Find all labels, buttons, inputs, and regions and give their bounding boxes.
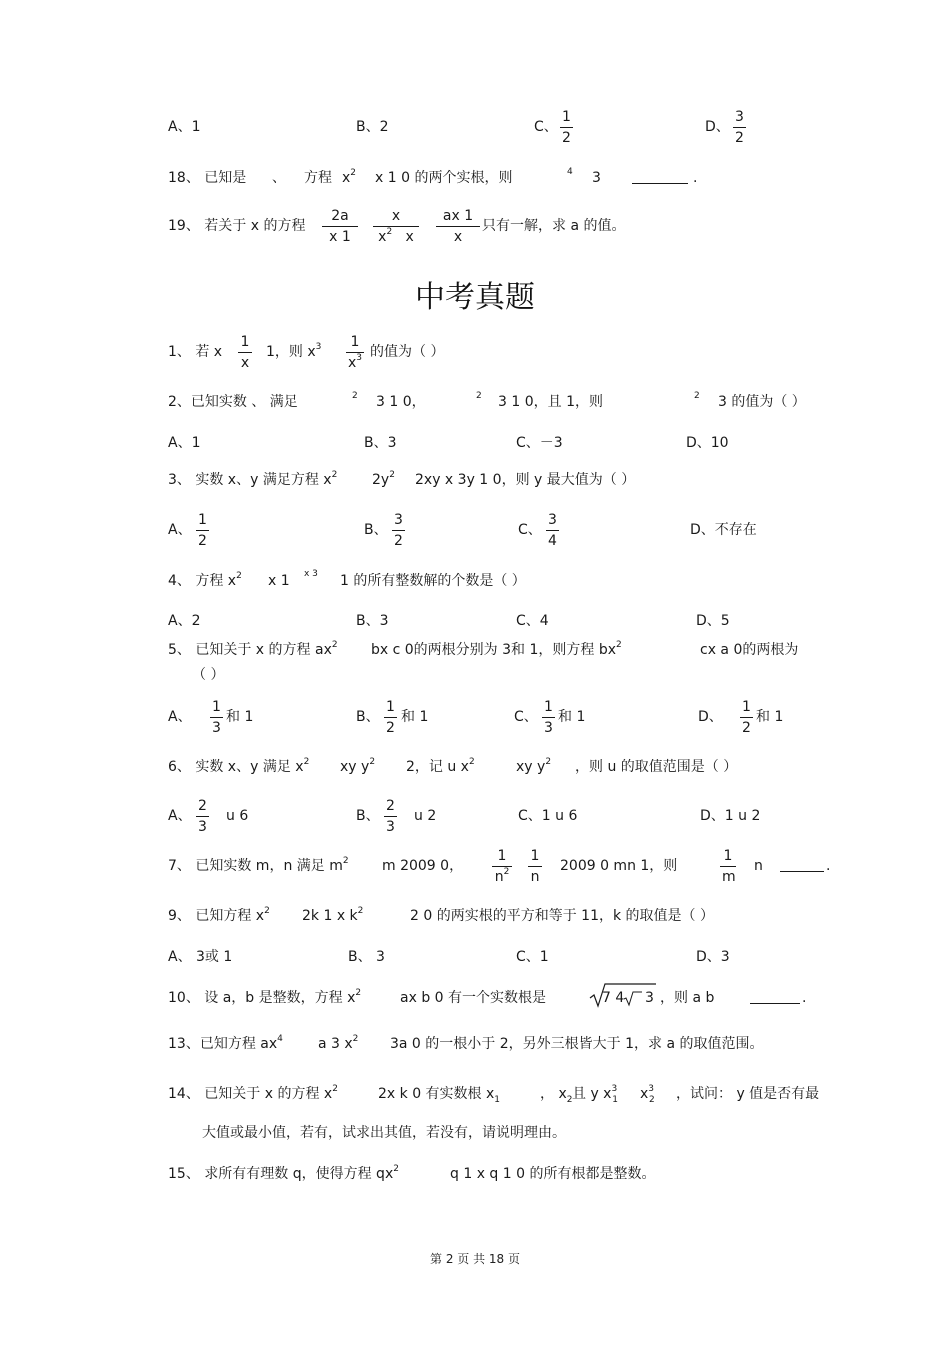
q7-prefix: 7、 已知实数 m，n 满足 $m^2$ [168,856,349,874]
q3-option-a-fraction: 1 2 [198,512,207,549]
q6-prefix: 6、 实数 x、y 满足 $x^2$ [168,757,310,775]
q6-option-a-tail: u 6 [226,808,249,824]
q5-option-d: D、 [698,709,723,725]
q2-sup-2: 2 [476,391,482,401]
q7-part-1: m 2009 0， [382,858,464,874]
q6-part-1: xy $y^2$ [340,757,376,775]
q1-mid: 1，则 $x^3$ [266,342,322,360]
q1-suffix: 的值为（ ） [370,344,445,360]
q7-end: . [826,858,831,874]
q3-option-b: B、 [364,522,388,538]
q2-part-1: 3 1 0， [376,394,426,410]
q6-option-a-fraction: 2 3 [198,798,207,835]
q6-part-2: 2，记 u $x^2$ [406,757,475,775]
section-title: 中考真题 [415,280,535,315]
q19-prefix: 19、 若关于 x 的方程 [168,218,306,234]
q5-option-a: A、 [168,709,192,725]
q9-option-b: B、 3 [348,949,385,965]
q9-prefix: 9、 已知方程 $x^2$ [168,906,270,924]
q2-option-a: A、1 [168,435,201,451]
q7-answer-blank [780,871,824,872]
q19-suffix: 只有一解，求 a 的值。 [482,218,626,234]
q7-fraction-1: 1 $n^2$ [492,848,512,887]
q5-option-b-fraction: 1 2 [386,699,395,736]
q5-line-2: （ ） [192,667,225,683]
q3-part-2: 2xy x 3y 1 0，则 y 最大值为（ ） [415,472,636,488]
q9-part-2: 2 0 的两实根的平方和等于 11，k 的取值是（ ） [410,908,714,924]
q4-part-1: x 1 [268,573,290,589]
q6-option-a: A、 [168,808,192,824]
q14-part-3: 且 y $x^3_1$ [572,1084,618,1105]
q3-option-a: A、 [168,522,192,538]
q17-option-b: B、2 [356,119,389,135]
q14-part-4: $x^3_2$ [640,1084,655,1105]
q1-prefix: 1、 若 x [168,344,223,360]
q3-option-b-fraction: 3 2 [394,512,403,549]
q14-part-5: ，试问： y 值是否有最 [676,1086,820,1102]
q17-option-c-fraction: 1 2 [562,109,571,146]
q7-fraction-3: 1 m [722,848,736,885]
q5-part-2: cx a 0的两根为 [700,642,799,658]
q10-end: . [802,990,807,1006]
q10-radicand: 7 4 [602,990,625,1006]
page-footer: 第 2 页 共 18 页 [430,1252,520,1266]
q10-answer-blank [750,1003,800,1004]
q18-var: $x^2$ [342,168,357,186]
q17-option-c: C、 [534,119,558,135]
q5-option-a-fraction: 1 3 [212,699,221,736]
q5-option-b: B、 [356,709,380,725]
q18-sup4: 4 [567,167,573,177]
q4-option-b: B、3 [356,613,389,629]
q2-option-c: C、－3 [516,435,563,451]
q6-option-d: D、1 u 2 [700,808,761,824]
q2-prefix: 2、已知实数 、 满足 [168,394,298,410]
q14-part-2: ， $x_2$ [540,1086,573,1105]
q3-option-c-fraction: 3 4 [548,512,557,549]
q17-option-d-fraction: 3 2 [735,109,744,146]
q2-part-3: 3 的值为（ ） [718,394,806,410]
q7-fraction-2: 1 n [528,848,542,885]
q7-part-3: n [754,858,763,874]
q5-option-c-tail: 和 1 [558,709,586,725]
q6-option-c: C、1 u 6 [518,808,578,824]
q18-answer-blank [632,183,688,184]
q5-part-1: bx c 0的两根分别为 3和 1，则方程 $bx^2$ [371,640,622,658]
q17-option-d: D、 [705,119,730,135]
q19-fraction-2: x $x^2$ x [373,208,419,247]
q13-part-1: a 3 $x^2$ [318,1034,359,1052]
q6-option-b: B、 [356,808,380,824]
q1-fraction-2: 1 $x^3$ [348,334,363,371]
q2-option-d: D、10 [686,435,729,451]
q13-prefix: 13、已知方程 $ax^4$ [168,1034,283,1052]
q6-option-b-tail: u 2 [414,808,437,824]
q19-fraction-3: ax 1 x [436,208,480,245]
q5-option-b-tail: 和 1 [401,709,429,725]
q1-fraction-1: 1 x [238,334,252,371]
q19-fraction-1: 2a x 1 [322,208,358,245]
q4-exponent: x 3 [304,569,318,579]
q7-part-2: 2009 0 mn 1，则 [560,858,678,874]
q6-part-3: xy $y^2$ [516,757,552,775]
q9-part-1: 2k 1 x $k^2$ [302,906,364,924]
q9-option-a: A、 3或 1 [168,949,233,965]
q5-option-a-tail: 和 1 [226,709,254,725]
q13-part-2: 3a 0 的一根小于 2，另外三根皆大于 1，求 a 的取值范围。 [390,1036,764,1052]
q14-part-1: 2x k 0 有实数根 $x_1$ [378,1086,501,1105]
q14-line-2: 大值或最小值，若有，试求出其值，若没有，请说明理由。 [202,1125,566,1141]
q5-option-d-tail: 和 1 [756,709,784,725]
q3-prefix: 3、 实数 x、y 满足方程 $x^2$ [168,470,338,488]
q18-text: 方程 [304,170,332,186]
q5-option-d-fraction: 1 2 [742,699,751,736]
q10-part-2: ，则 a b [660,990,715,1006]
q3-option-c: C、 [518,522,542,538]
q10-part-1: ax b 0 有一个实数根是 [400,990,547,1006]
q6-option-b-fraction: 2 3 [386,798,395,835]
q10-prefix: 10、 设 a，b 是整数，方程 $x^2$ [168,988,362,1006]
q18-end: . [693,170,698,186]
q3-option-d: D、不存在 [690,522,757,538]
q2-sup-1: 2 [352,391,358,401]
q10-inner-radicand: 3 [645,990,654,1006]
q14-prefix: 14、 已知关于 x 的方程 $x^2$ [168,1084,338,1102]
q5-option-c-fraction: 1 3 [544,699,553,736]
q4-part-2: 1 的所有整数解的个数是（ ） [340,573,526,589]
q9-option-d: D、3 [696,949,730,965]
q18-sep: 、 [272,170,286,186]
q6-part-4: ，则 u 的取值范围是（ ） [575,759,738,775]
q4-option-c: C、4 [516,613,549,629]
q2-sup-3: 2 [694,391,700,401]
q15-prefix: 15、 求所有有理数 q，使得方程 $qx^2$ [168,1164,399,1182]
q4-prefix: 4、 方程 $x^2$ [168,571,242,589]
q2-option-b: B、3 [364,435,397,451]
q4-option-a: A、2 [168,613,201,629]
q5-prefix: 5、 已知关于 x 的方程 $ax^2$ [168,640,338,658]
q4-option-d: D、5 [696,613,730,629]
q9-option-c: C、1 [516,949,549,965]
q15-part-1: q 1 x q 1 0 的所有根都是整数。 [450,1166,656,1182]
q18-prefix: 18、 已知是 [168,170,247,186]
q18-rest: x 1 0 的两个实根，则 [375,170,513,186]
q2-part-2: 3 1 0，且 1，则 [498,394,603,410]
q18-three: 3 [592,170,601,186]
q17-option-a: A、1 [168,119,201,135]
q5-option-c: C、 [514,709,538,725]
q3-part-1: $2y^2$ [372,470,395,488]
